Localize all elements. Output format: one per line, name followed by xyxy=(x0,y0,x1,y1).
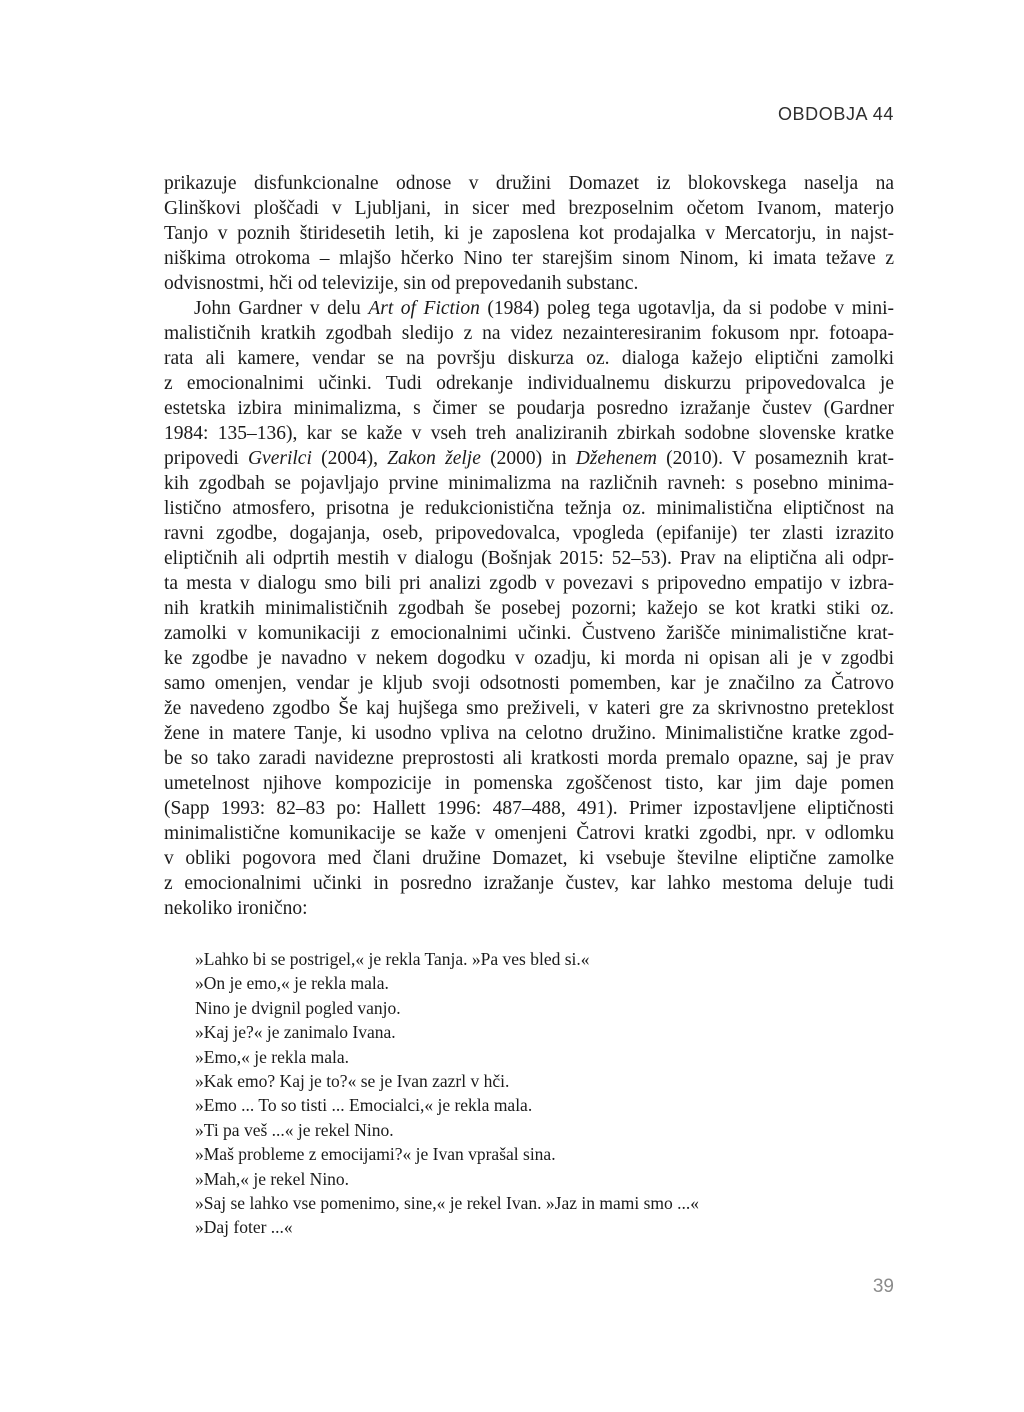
text-run: z emocionalnimi učinki. Tudi odrekanje individualnemu diskurzu pripovedovalca je xyxy=(164,373,894,394)
text-run: ta mesta v dialogu smo bili pri analizi zgodb v povezavi s pripovedno empatijo v izbra- xyxy=(164,573,894,594)
text-line xyxy=(164,346,894,371)
text-line xyxy=(164,371,894,396)
text-line xyxy=(164,171,894,196)
text-line xyxy=(164,521,894,546)
text-line xyxy=(164,721,894,746)
quote-line: »Kaj je?« je zanimalo Ivana. xyxy=(195,1022,396,1043)
text-run: kih zgodbah se pojavljajo prvine minimalizma na različnih ravneh: s posebno minima- xyxy=(164,473,894,494)
text-line xyxy=(164,796,894,821)
text-run: estetska izbira minimalizma, s čimer se poudarja posredno izražanje čustev (Gardner xyxy=(164,398,894,419)
text-line xyxy=(164,421,894,446)
text-line xyxy=(164,221,894,246)
quote-line: »Emo ... To so tisti ... Emocialci,« je rekla mala. xyxy=(195,1095,533,1116)
quote-line: »Emo,« je rekla mala. xyxy=(195,1046,350,1067)
text-run: minimalistične komunikacije se kaže v omenjeni Čatrovi kratki zgodbi, npr. v odlomku xyxy=(164,823,894,844)
text-run: John Gardner v delu xyxy=(194,298,369,319)
text-line xyxy=(164,596,894,621)
text-run: (2004), xyxy=(311,448,388,469)
italic-title-run: Gverilci xyxy=(247,448,312,469)
text-line xyxy=(164,571,894,596)
text-run: Tanjo v poznih štiridesetih letih, ki je zaposlena kot prodajalka v Mercatorju, in najst- xyxy=(164,223,894,244)
quote-line: »On je emo,« je rekla mala. xyxy=(195,973,389,994)
text-run: listično atmosfero, prisotna je redukcionistična težnja oz. minimalistična eliptičnost na xyxy=(164,498,894,519)
text-line xyxy=(164,846,894,871)
paragraphs xyxy=(164,171,894,921)
text-line xyxy=(164,621,894,646)
paragraph xyxy=(164,171,894,296)
text-line xyxy=(164,746,894,771)
text-run: žene in matere Tanje, ki usodno vpliva na celotno družino. Minimalistične kratke zgod- xyxy=(164,723,894,744)
text-run: ke zgodbe je navadno v nekem dogodku v ozadju, ki morda ni opisan ali je v zgodbi xyxy=(164,648,894,669)
text-run: rata ali kamere, vendar se na površju diskurza oz. dialoga kažejo eliptični zamolki xyxy=(164,348,894,369)
text-line xyxy=(164,671,894,696)
page-number: 39 xyxy=(872,1276,894,1297)
quote-line: »Maš probleme z emocijami?« je Ivan vprašal sina. xyxy=(195,1144,556,1165)
quote-line: »Mah,« je rekel Nino. xyxy=(195,1168,350,1189)
text-run: zamolki v komunikaciji z emocionalnimi učinki. Čustveno žarišče minimalistične krat- xyxy=(164,623,894,644)
text-line xyxy=(164,496,894,521)
page-body xyxy=(164,171,894,1240)
quote-block xyxy=(195,947,894,1240)
text-run: že navedeno zgodbo Še kaj hujšega smo preživeli, v kateri gre za skrivnostno preteklost xyxy=(164,698,894,719)
text-run: niškima otrokoma – mlajšo hčerko Nino ter starejšim sinom Ninom, ki imata težave z xyxy=(164,248,894,269)
text-run: eliptičnih ali odprtih mestih v dialogu (Bošnjak 2015: 52–53). Prav na eliptična ali odpr- xyxy=(164,548,894,569)
text-line xyxy=(164,271,894,296)
text-line xyxy=(164,321,894,346)
text-line xyxy=(164,446,894,471)
text-run: (2000) in xyxy=(480,448,576,469)
quote-line: »Saj se lahko vse pomenimo, sine,« je rekel Ivan. »Jaz in mami smo ...« xyxy=(195,1193,699,1214)
quote-line: »Daj foter ...« xyxy=(195,1217,293,1238)
text-line xyxy=(164,471,894,496)
text-line xyxy=(164,646,894,671)
text-run: (Sapp 1993: 82–83 po: Hallett 1996: 487–488, 491). Primer izpostavljene eliptičnosti xyxy=(164,798,894,819)
quote-line: »Ti pa veš ...« je rekel Nino. xyxy=(195,1119,394,1140)
quote-line: »Lahko bi se postrigel,« je rekla Tanja. »Pa ves bled si.« xyxy=(195,949,590,969)
text-line xyxy=(164,771,894,796)
text-run: z emocionalnimi učinki in posredno izražanje čustev, kar lahko mestoma deluje tudi xyxy=(164,873,894,894)
text-line xyxy=(164,871,894,896)
text-run: odvisnostmi, hči od televizije, sin od prepovedanih substanc. xyxy=(164,273,639,294)
text-line xyxy=(164,821,894,846)
text-run: pripovedi xyxy=(164,448,248,469)
text-run: be so tako zaradi navidezne preprostosti ali kratkosti morda premalo opazne, saj je prav xyxy=(164,748,894,769)
text-run: nekoliko ironično: xyxy=(164,898,308,919)
text-run: 1984: 135–136), kar se kaže v vseh treh analiziranih zbirkah sodobne slovenske kratke xyxy=(164,423,894,444)
text-line xyxy=(164,696,894,721)
text-line xyxy=(164,246,894,271)
text-line xyxy=(164,896,894,921)
text-run: ravni zgodbe, dogajanja, oseb, pripovedovalca, vpogleda (epifanije) ter zlasti izrazito xyxy=(164,523,894,544)
text-run: umetelnost njihove kompozicije in pomenska zgoščenost tisto, kar jim daje pomen xyxy=(164,773,894,794)
quote-line: »Kak emo? Kaj je to?« se je Ivan zazrl v hči. xyxy=(195,1071,510,1092)
text-line xyxy=(164,296,894,321)
text-run: malističnih kratkih zgodbah sledijo z na videz nezainteresiranim fokusom npr. fotoapa- xyxy=(164,323,894,344)
italic-title-run: Zakon želje xyxy=(387,448,481,469)
italic-title-run: Art of Fiction xyxy=(368,298,480,319)
text-run: Glinškovi ploščadi v Ljubljani, in sicer med brezposelnim očetom Ivanom, materjo xyxy=(164,198,894,219)
text-run: nih kratkih minimalističnih zgodbah še posebej pozorni; kažejo se kot kratki stiki oz. xyxy=(164,598,894,619)
italic-title-run: Džehenem xyxy=(575,448,657,469)
text-line xyxy=(164,196,894,221)
text-run: (2010). V posameznih krat- xyxy=(656,448,895,469)
text-run: v obliki pogovora med člani družine Domazet, ki vsebuje številne eliptične zamolke xyxy=(164,848,894,869)
text-run: prikazuje disfunkcionalne odnose v družini Domazet iz blokovskega naselja na xyxy=(164,173,894,194)
text-line xyxy=(164,546,894,571)
quote-line: Nino je dvignil pogled vanjo. xyxy=(195,997,401,1018)
paragraph xyxy=(164,296,894,921)
text-run: (1984) poleg tega ugotavlja, da si podobe v mini- xyxy=(479,298,894,319)
text-line xyxy=(164,396,894,421)
running-header: OBDOBJA 44 xyxy=(777,104,894,124)
text-run: samo omenjen, vendar je kljub svoji odsotnosti pomemben, kar je značilno za Čatrovo xyxy=(164,673,894,694)
